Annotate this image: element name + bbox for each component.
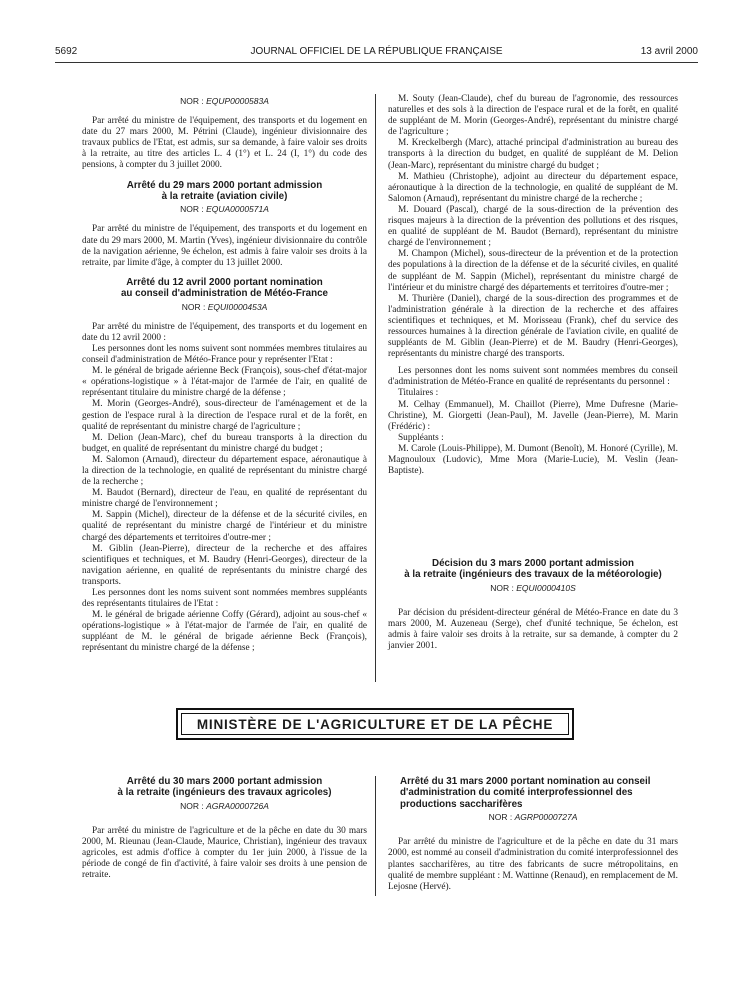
paragraph: M. Salomon (Arnaud), directeur du département espace, aéronautique à la direction de la technologie, en qualité de représentant du ministre chargé de la recherche ;	[82, 454, 367, 488]
section-title: Arrêté du 12 avril 2000 portant nomination au conseil d'administration de Météo-France	[120, 276, 329, 300]
section-title: Arrêté du 30 mars 2000 portant admission à la retraite (ingénieurs des travaux agricoles)	[117, 776, 332, 799]
paragraph: Par arrêté du ministre de l'équipement, des transports et du logement en date du 29 mars 2000, M. Martin (Yves), ingénieur divisionnaire du contrôle de la navigation aérienne, 9e échelon, est admis à faire valoir ses droits à la retraite, par limite d'âge, à compter du 13 juillet 2000.	[82, 224, 367, 268]
paragraph: Les personnes dont les noms suivent sont nommées membres suppléants des représentants titulaires de l'Etat :	[82, 588, 367, 610]
section-title: Arrêté du 31 mars 2000 portant nomination au conseil d'administration du comité interprofessionnel des productions saccharifères	[400, 776, 651, 810]
nor-reference: NOR : EQUI0000410S	[490, 582, 576, 593]
paragraph: M. Celhay (Emmanuel), M. Chaillot (Pierre), Mme Dufresne (Marie-Christine), M. Giorgetti (Jean-Paul), M. Javelle (Jean-Pierre), M. Marin (Frédéric) :	[388, 399, 678, 432]
paragraph: Par arrêté du ministre de l'agriculture et de la pêche en date du 30 mars 2000, M. Rieunau (Jean-Claude, Maurice, Christian), ingénieur des travaux agricoles, est admis d'office à compter du 1er juin 2000, à l'issue de la période de congé de fin d'activité, à faire valoir ses droits à une pension de retraite.	[82, 825, 367, 881]
paragraph: M. Douard (Pascal), chargé de la sous-direction de la prévention des risques majeurs à la direction de la prévention des pollutions et des risques, en qualité de suppléant de M. Baudot (Bernard), représentant du ministre chargé de l'environnement ;	[388, 204, 678, 249]
column-divider-bottom	[375, 776, 376, 896]
paragraph: M. Souty (Jean-Claude), chef du bureau de l'agronomie, des ressources naturelles et des sols à la direction de l'espace rural et de la forêt, en qualité de suppléant de M. Morin (Georges-André), représentant du ministre chargé de l'agriculture ;	[388, 94, 678, 138]
ministry-title: MINISTÈRE DE L'AGRICULTURE ET DE LA PÊCHE	[196, 716, 554, 732]
paragraph: M. le général de brigade aérienne Coffy (Gérard), adjoint au sous-chef « opérations-logistique » à l'état-major de l'armée de l'air, en qualité de suppléant de M. le général de brigade aérienne Beck (François), représentant du ministre chargé de la défense ;	[82, 610, 367, 654]
paragraph: Par arrêté du ministre de l'équipement, des transports et du logement en date du 12 avril 2000 :	[82, 321, 367, 343]
paragraph: M. Mathieu (Christophe), adjoint au directeur du département espace, aéronautique à la direction de la technologie, en qualité de suppléant de M. Salomon (Arnaud), représentant du ministre chargé de la recherche ;	[388, 171, 678, 204]
left-column	[82, 94, 367, 655]
paragraph: Par décision du président-directeur général de Météo-France en date du 3 mars 2000, M. Auzeneau (Serge), chef d'unité technique, 5e échelon, est admis à faire valoir ses droits à la retraite, sur sa demande, à compter du 2 janvier 2001.	[388, 607, 678, 652]
nor-reference: NOR : AGRP0000727A	[488, 812, 578, 823]
paragraph: M. Baudot (Bernard), directeur de l'eau, en qualité de représentant du ministre chargé de l'environnement ;	[82, 488, 367, 510]
nor-reference: NOR : AGRA0000726A	[180, 800, 269, 811]
column-divider	[375, 94, 376, 682]
ministry-banner	[176, 708, 574, 740]
paragraph: Par arrêté du ministre de l'agriculture et de la pêche en date du 31 mars 2000, est nommé au conseil d'administration du comité interprofessionnel des plantes saccharifères, au titre des fabricants de sucre métropolitains, en qualité de membre suppléant : M. Wattinne (Renaud), en remplacement de M. Lejosne (Hervé).	[388, 837, 678, 892]
section-title: Décision du 3 mars 2000 portant admission à la retraite (ingénieurs des travaux de la météorologie)	[404, 558, 662, 581]
bottom-right-column	[388, 776, 678, 893]
header-rule	[55, 62, 698, 63]
right-column	[388, 94, 678, 477]
right-column-decision	[388, 558, 678, 652]
nor-reference: NOR : EQUP0000583A	[180, 96, 269, 106]
journal-title: JOURNAL OFFICIEL DE LA RÉPUBLIQUE FRANÇAISE	[250, 46, 503, 57]
page-header	[55, 46, 698, 60]
section-title: Arrêté du 29 mars 2000 portant admission à la retraite (aviation civile)	[126, 179, 323, 202]
nor-reference: NOR : EQUI0000453A	[181, 301, 268, 312]
paragraph: M. Carole (Louis-Philippe), M. Dumont (Benoît), M. Honoré (Cyrille), M. Magnouloux (Ludovic), Mme Mora (Marie-Lucie), M. Veslin (Jean-Baptiste).	[388, 443, 678, 477]
paragraph: Les personnes dont les noms suivent sont nommées membres du conseil d'administration de Météo-France en qualité de représentants du personnel :	[388, 366, 678, 388]
issue-date: 13 avril 2000	[640, 46, 698, 57]
paragraph: M. Giblin (Jean-Pierre), directeur de la recherche et des affaires scientifiques et techniques, et M. Baudry (Henri-Georges), directeur de la navigation aérienne, en qualité de représentants du ministre chargé des transports.	[82, 543, 367, 587]
paragraph: M. Sappin (Michel), directeur de la défense et de la sécurité civiles, en qualité de représentant du ministre chargé de l'intérieur et du ministre chargé des départements et territoires d'outre-mer ;	[82, 510, 367, 543]
subheading-titulaires: Titulaires :	[398, 388, 439, 399]
paragraph: Par arrêté du ministre de l'équipement, des transports et du logement en date du 27 mars 2000, M. Pétrini (Claude), ingénieur divisionnaire des travaux publics de l'Etat, est admis, sur sa demande, à faire valoir ses droits à la retraite, au titre des articles L. 4 (1°) et L. 24 (I, 1°) du code des pensions, à compter du 3 juillet 2000.	[82, 116, 367, 171]
paragraph: M. Delion (Jean-Marc), chef du bureau transports à la direction du budget, en qualité de représentant du ministre chargé du budget ;	[82, 432, 367, 454]
paragraph: M. Champon (Michel), sous-directeur de la prévention et de la protection des populations à la direction de la défense et de la sécurité civiles, en qualité de suppléant de M. Sappin (Michel), représentant du ministre chargé de l'intérieur et du ministre chargé des départements et territoires d'outre-mer ;	[388, 249, 678, 293]
paragraph: M. le général de brigade aérienne Beck (François), sous-chef d'état-major « opérations-logistique » à l'état-major de l'armée de l'air, en qualité de représentant titulaire du ministre chargé de la défense ;	[82, 366, 367, 399]
paragraph: M. Morin (Georges-André), sous-directeur de l'aménagement et de la gestion de l'espace rural à la direction de l'espace rural et de la forêt, en qualité de représentant du ministre chargé de l'agriculture ;	[82, 399, 367, 432]
bottom-left-column	[82, 776, 367, 881]
paragraph: Les personnes dont les noms suivent sont nommées membres titulaires au conseil d'administration de Météo-France pour y représenter l'Etat :	[82, 343, 367, 366]
page-number: 5692	[55, 46, 78, 57]
nor-reference: NOR : EQUA0000571A	[180, 204, 269, 215]
subheading-suppleants: Suppléants :	[398, 432, 444, 443]
paragraph: M. Thurière (Daniel), chargé de la sous-direction des programmes et de l'administration générale à la direction de la recherche et des affaires scientifiques et techniques, et M. Morisseau (Frank), chef du service des ressources humaines à la direction générale de l'aviation civile, en qualité de suppléants de M. Giblin (Jean-Pierre) et de M. Baudry (Henri-Georges), représentants du ministre chargé des transports.	[388, 293, 678, 360]
paragraph: M. Kreckelbergh (Marc), attaché principal d'administration au bureau des transports à la direction du budget, en qualité de suppléant de M. Delion (Jean-Marc), représentant du ministre chargé du budget ;	[388, 138, 678, 171]
